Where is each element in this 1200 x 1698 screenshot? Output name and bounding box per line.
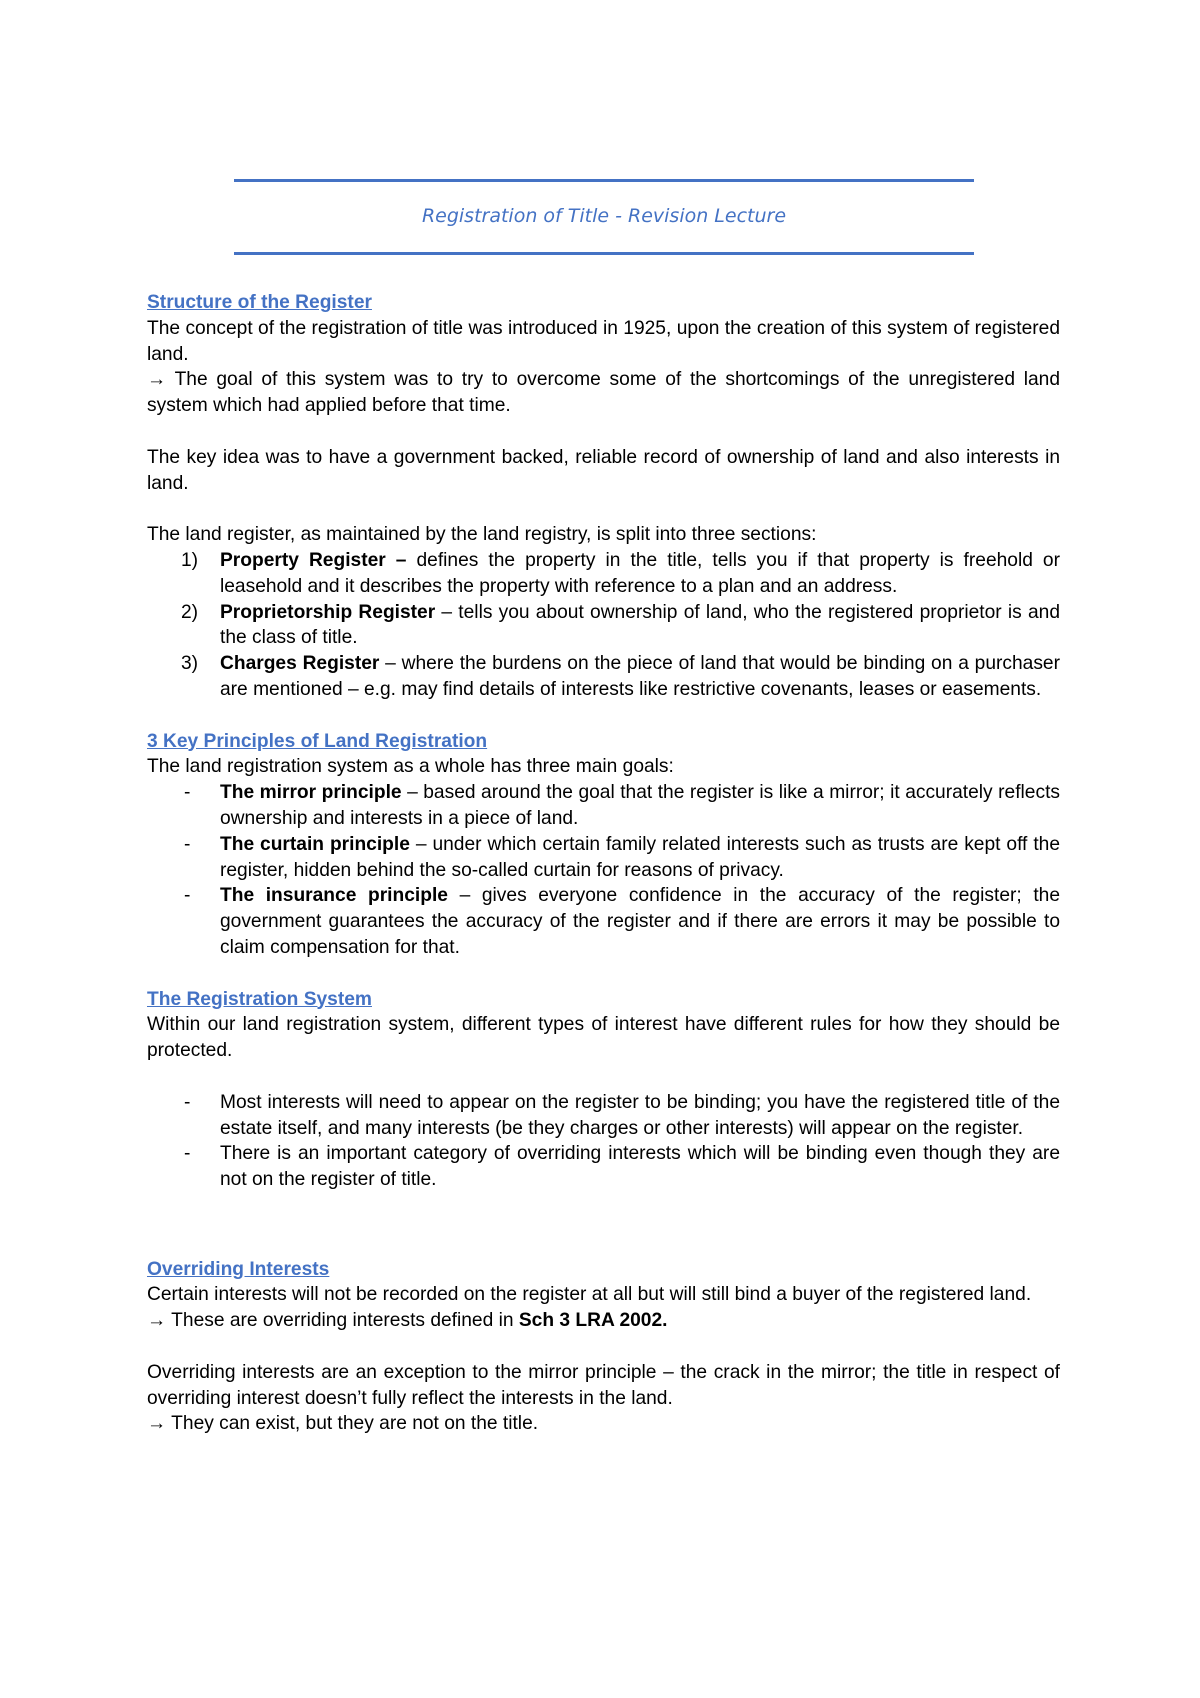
list-text: – gives everyone confidence in the accuracy of the register; the government guarantees the accuracy of the register and if there are errors it may be possible to claim compensation for that.	[220, 885, 1061, 958]
heading-structure-of-register: Structure of the Register	[147, 292, 372, 313]
paragraph: The concept of the registration of title was introduced in 1925, upon the creation of this system of registered land.	[147, 317, 1060, 365]
list-number: 2)	[181, 601, 199, 623]
list-text: defines the property in the title, tells you if that property is freehold or leasehold and it describes the property with reference to a plan and an address.	[220, 549, 1060, 597]
list-item	[147, 1090, 1060, 1142]
list-term: Charges Register	[220, 653, 380, 675]
paragraph: The land registration system as a whole has three main goals:	[147, 756, 674, 778]
dash-list	[147, 1090, 1060, 1193]
paragraph: Certain interests will not be recorded on the register at all but will still bind a buyer of the registered land.	[147, 1284, 1032, 1306]
list-item	[147, 1141, 1060, 1193]
list-text: – where the burdens on the piece of land that would be binding on a purchaser are mentioned – e.g. may find details of interests like restrictive covenants, leases or easements.	[220, 653, 1060, 700]
paragraph: The land register, as maintained by the land registry, is split into three sections:	[147, 524, 817, 546]
dash-bullet: -	[184, 782, 191, 804]
paragraph-text: → These are overriding interests defined in	[147, 1310, 519, 1332]
paragraph: → The goal of this system was to try to overcome some of the shortcomings of the unregistered land system which had applied before that time.	[147, 369, 1060, 417]
list-number: 3)	[181, 653, 199, 675]
statute-reference: Sch 3 LRA 2002.	[518, 1310, 668, 1332]
heading-overriding-interests: Overriding Interests	[147, 1258, 330, 1280]
list-item	[147, 832, 1060, 884]
dash-bullet: -	[184, 833, 191, 855]
paragraph: Within our land registration system, different types of interest have different rules for how they should be protected.	[147, 1014, 1060, 1062]
list-term: Property Register –	[220, 549, 407, 571]
list-text: – under which certain family related interests such as trusts are kept off the register, hidden behind the so-called curtain for reasons of privacy.	[220, 833, 1060, 881]
numbered-list	[147, 548, 1060, 703]
list-term: The curtain principle	[220, 833, 410, 855]
dash-bullet: -	[184, 1143, 191, 1165]
list-text: Most interests will need to appear on the register to be binding; you have the registered title of the estate itself, and many interests (be they charges or other interests) will appear on the register.	[220, 1091, 1060, 1139]
list-term: The mirror principle	[220, 782, 402, 804]
title-top-rule	[234, 179, 974, 182]
list-item	[147, 780, 1060, 832]
dash-bullet: -	[184, 1091, 191, 1113]
list-item	[147, 600, 1060, 652]
list-term: Proprietorship Register	[220, 601, 436, 623]
heading-registration-system: The Registration System	[147, 988, 372, 1010]
title-bottom-rule	[234, 252, 974, 255]
document-body	[147, 290, 1060, 1437]
list-text: – tells you about ownership of land, who the registered proprietor is and the class of title.	[220, 601, 1060, 649]
dash-list	[147, 780, 1060, 961]
list-item	[147, 548, 1060, 600]
dash-bullet: -	[184, 885, 191, 907]
paragraph: The key idea was to have a government backed, reliable record of ownership of land and also interests in land.	[147, 446, 1060, 494]
document-title: Registration of Title - Revision Lecture	[421, 205, 787, 227]
list-number: 1)	[181, 549, 199, 571]
list-item	[147, 651, 1060, 703]
paragraph	[147, 1308, 1060, 1334]
list-text: There is an important category of overriding interests which will be binding even though they are not on the register of title.	[220, 1143, 1060, 1191]
list-text: – based around the goal that the register is like a mirror; it accurately reflects ownership and interests in a piece of land.	[220, 782, 1060, 829]
list-item	[147, 883, 1060, 960]
paragraph: Overriding interests are an exception to the mirror principle – the crack in the mirror; the title in respect of overriding interest doesn’t fully reflect the interests in the land.	[147, 1361, 1060, 1409]
list-term: The insurance principle	[220, 885, 448, 907]
title-block	[234, 179, 974, 255]
paragraph: → They can exist, but they are not on the title.	[147, 1413, 539, 1435]
heading-key-principles: 3 Key Principles of Land Registration	[147, 730, 488, 752]
